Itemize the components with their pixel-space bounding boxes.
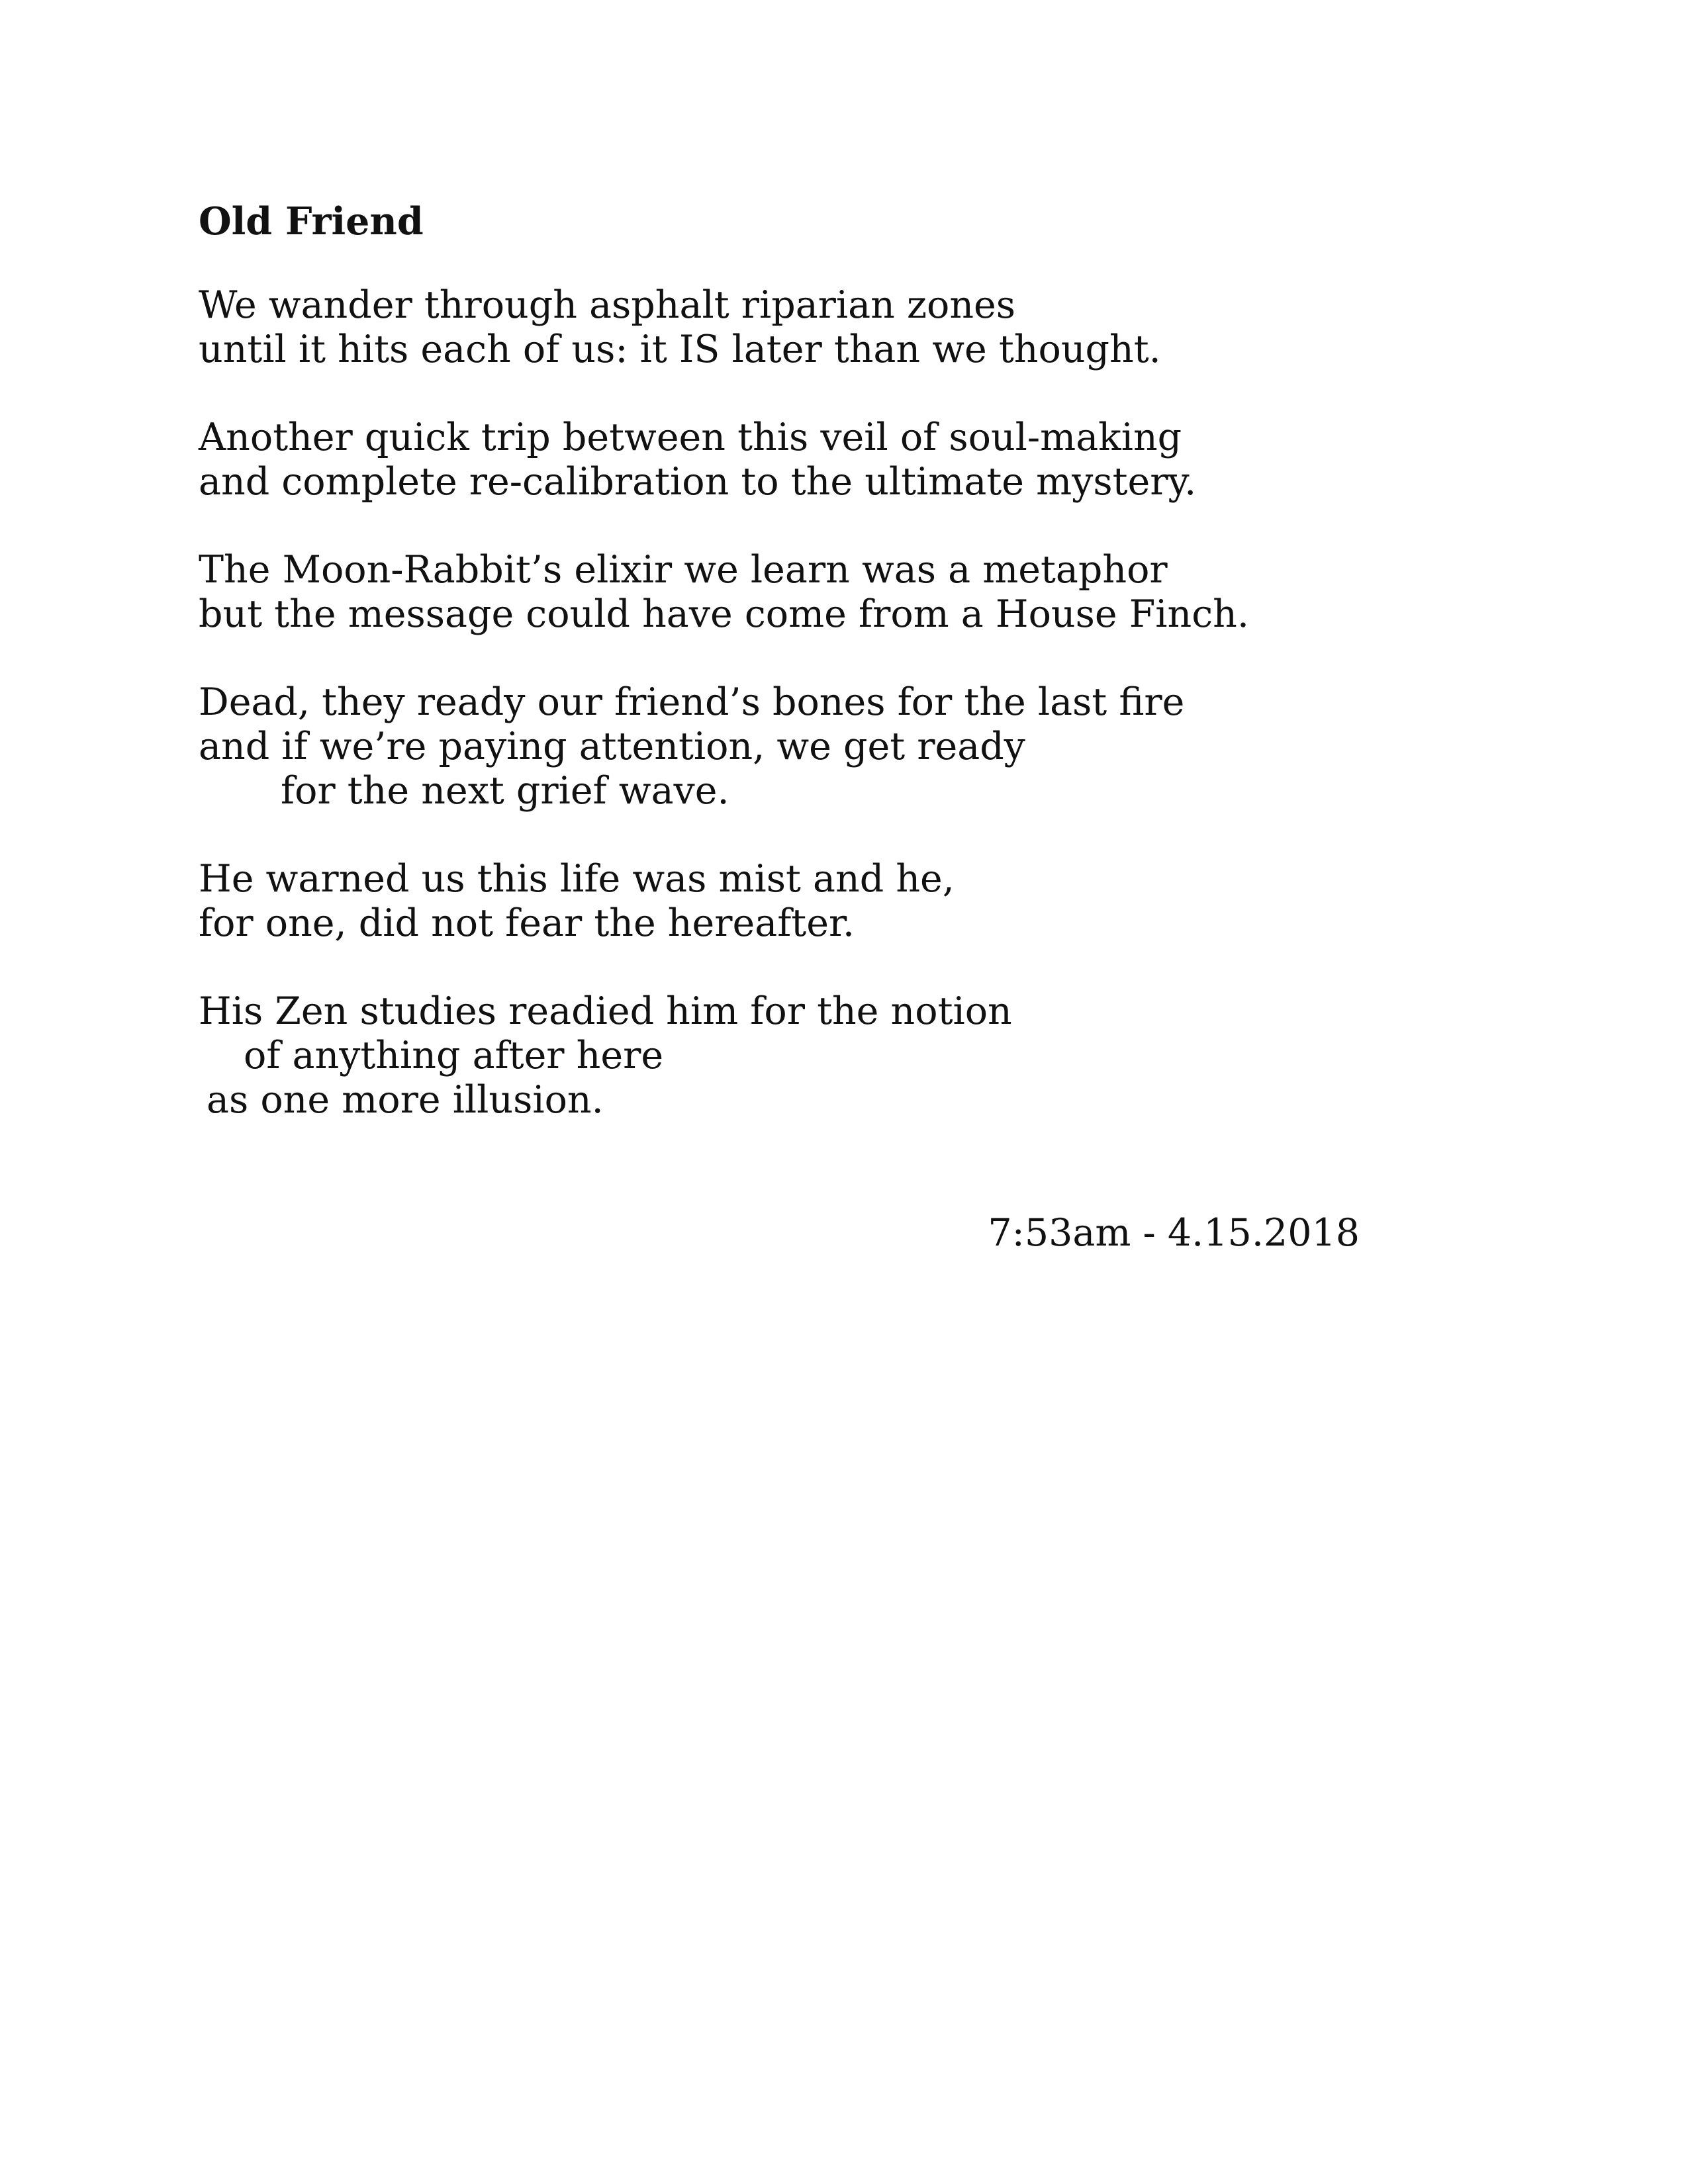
stanza-1 (199, 283, 1523, 372)
poem-body (199, 283, 1523, 1166)
poem-line-indented: for the next grief wave. (281, 769, 729, 813)
poem-line: but the message could have come from a House Finch. (199, 592, 1249, 636)
stanza-3 (199, 548, 1523, 637)
poem-line: He warned us this life was mist and he, (199, 857, 955, 901)
poem-line: Another quick trip between this veil of soul-making (199, 416, 1182, 459)
poem-line: The Moon-Rabbit’s elixir we learn was a metaphor (199, 548, 1168, 592)
stanza-5 (199, 857, 1523, 946)
poem-line: until it hits each of us: it IS later than we thought. (199, 328, 1161, 371)
poem-line: We wander through asphalt riparian zones (199, 283, 1016, 327)
poem-line-indented: of anything after here (244, 1034, 664, 1077)
stanza-4 (199, 680, 1523, 813)
poem-line: for one, did not fear the hereafter. (199, 901, 855, 945)
stanza-2 (199, 416, 1523, 504)
poem-title: Old Friend (199, 199, 424, 244)
stanza-6 (199, 989, 1523, 1122)
poem-line: and if we’re paying attention, we get ready (199, 725, 1025, 768)
poem-line-indented: as one more illusion. (207, 1078, 604, 1122)
poem-line: and complete re-calibration to the ultimate mystery. (199, 460, 1197, 504)
poem-line: His Zen studies readied him for the notion (199, 989, 1012, 1033)
poem-line: Dead, they ready our friend’s bones for the last fire (199, 680, 1185, 724)
timestamp: 7:53am - 4.15.2018 (988, 1211, 1360, 1255)
